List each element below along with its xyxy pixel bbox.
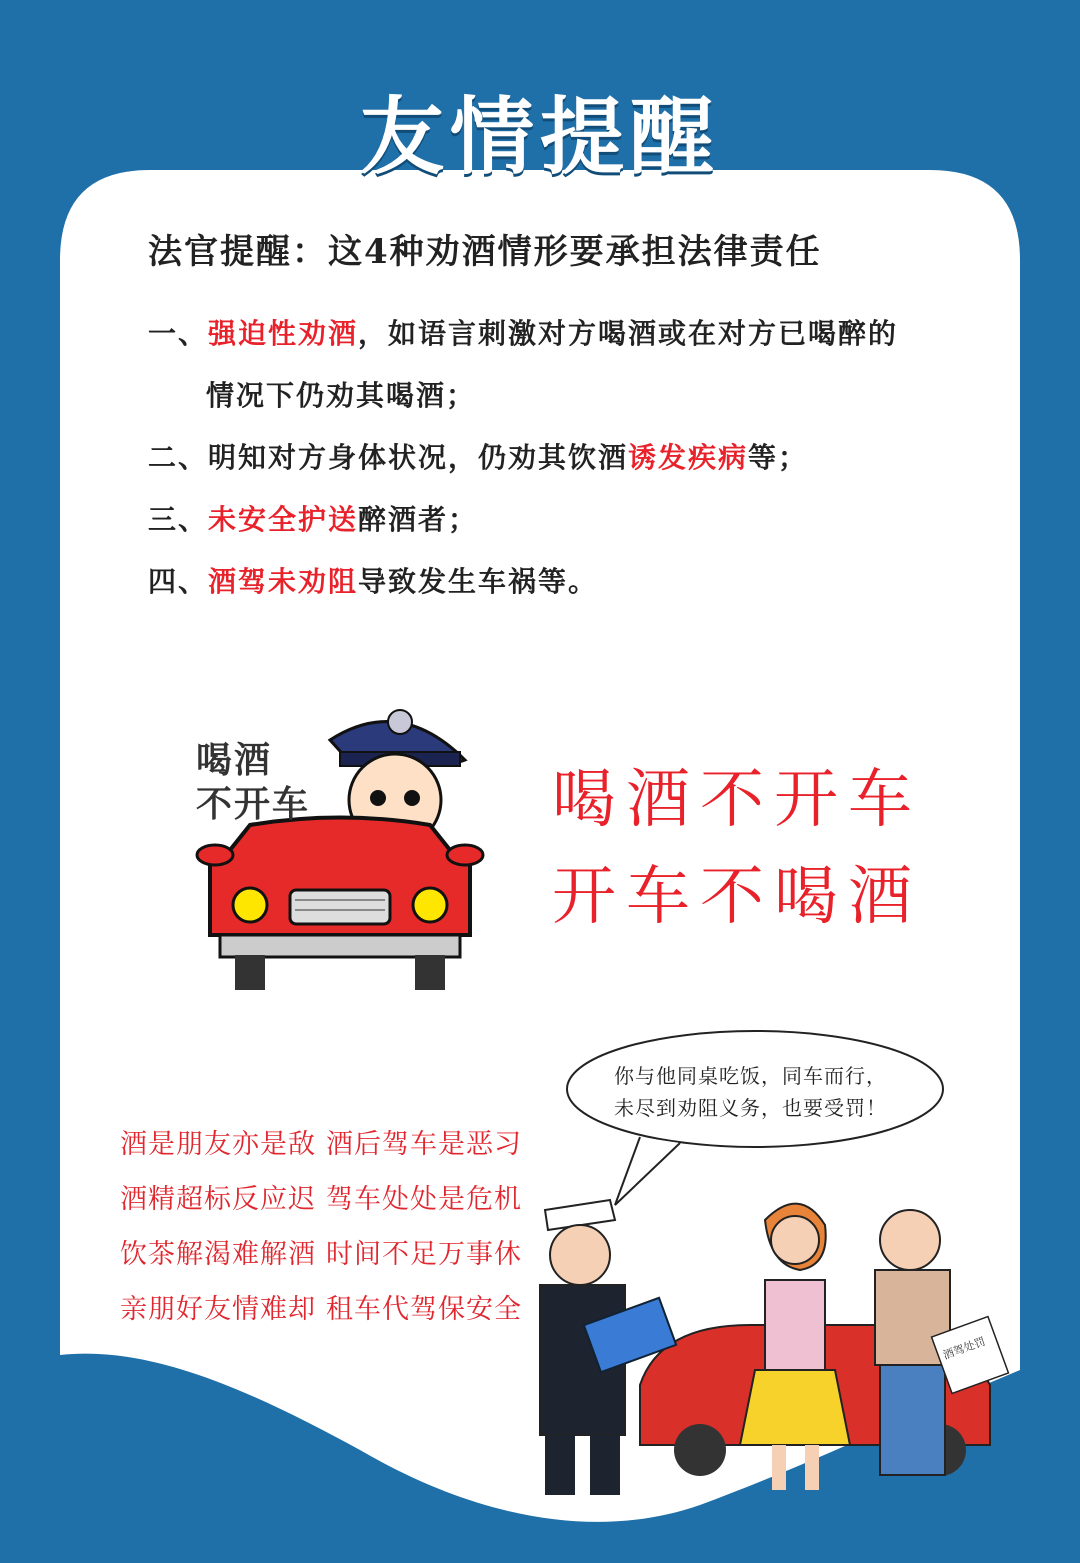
rule-2 — [148, 436, 808, 476]
rule-2-number: 二、 — [148, 441, 209, 474]
heading: 法官提醒：这4种劝酒情形要承担法律责任 — [148, 232, 822, 272]
rhyme-1a: 酒是朋友亦是敌 — [120, 1129, 316, 1160]
rhyme-3a: 饮茶解渴难解酒 — [120, 1239, 316, 1270]
rule-3 — [148, 498, 478, 538]
rule-2-suffix: 等； — [748, 441, 809, 474]
rule-1-number: 一、 — [148, 317, 209, 350]
rule-3-text: 醉酒者； — [358, 503, 479, 536]
bubble-line-1: 你与他同桌吃饭，同车而行， — [614, 1064, 887, 1088]
rule-3-number: 三、 — [148, 503, 209, 536]
rhyme-4b: 租车代驾保安全 — [326, 1294, 522, 1325]
rhyme-3b: 时间不足万事休 — [326, 1239, 522, 1270]
rule-1-text: ，如语言刺激对方喝酒或在对方已喝醉的 — [358, 317, 899, 350]
rule-2-highlight: 诱发疾病 — [628, 441, 749, 474]
paper-label: 酒驾处罚 — [941, 1334, 988, 1363]
rule-1-continuation: 情况下仍劝其喝酒； — [206, 379, 477, 412]
rhyme-2a: 酒精超标反应迟 — [120, 1184, 316, 1215]
rule-4 — [148, 560, 598, 600]
rule-4-highlight: 酒驾未劝阻 — [208, 565, 359, 598]
rule-2-text: 明知对方身体状况，仍劝其饮酒 — [208, 441, 629, 474]
rule-4-number: 四、 — [148, 565, 209, 598]
rule-4-text: 导致发生车祸等。 — [358, 565, 599, 598]
rhyme-2b: 驾车处处是危机 — [326, 1184, 522, 1215]
slogan-line-2: 开车不喝酒 — [552, 860, 922, 934]
rule-1 — [148, 312, 898, 352]
slogan-line-1: 喝酒不开车 — [552, 763, 922, 837]
cartoon-label-2: 不开车 — [196, 784, 311, 825]
page-title: 友情提醒 — [359, 88, 720, 186]
rhyme-1b: 酒后驾车是恶习 — [326, 1129, 522, 1160]
rule-3-highlight: 未安全护送 — [208, 503, 359, 536]
bubble-line-2: 未尽到劝阻义务，也要受罚！ — [614, 1096, 887, 1120]
rule-1-highlight: 强迫性劝酒 — [208, 317, 359, 350]
rhyme-4a: 亲朋好友情难却 — [120, 1294, 316, 1325]
cartoon-label-1: 喝酒 — [196, 740, 273, 781]
